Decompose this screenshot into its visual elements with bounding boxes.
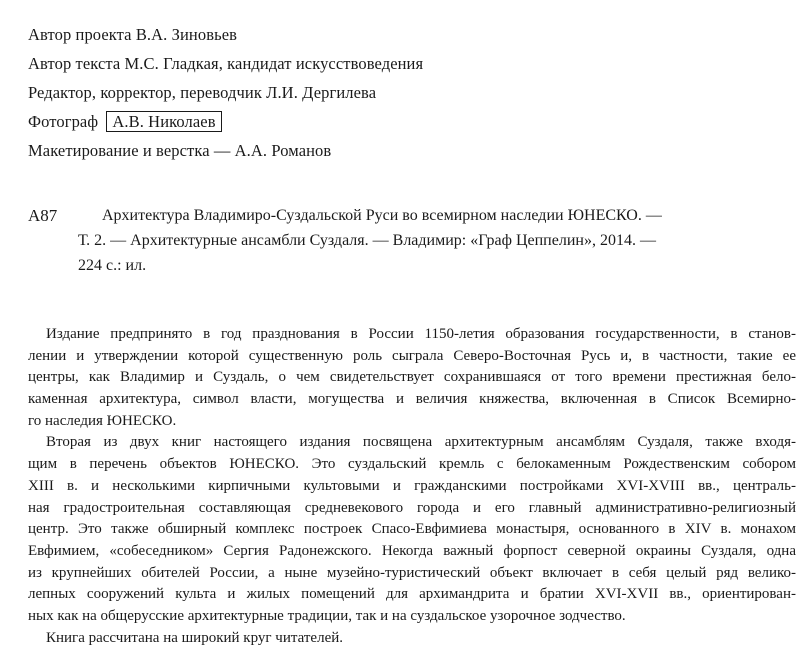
annotation-line: центры, как Владимир и Суздаль, о чем свидетельствует сохранившаяся от того времени престижная бело- bbox=[28, 369, 796, 386]
annotation-line: из крупнейших обителей России, а ныне музейно-туристический объект включает в себя целый ряд велико- bbox=[28, 564, 796, 581]
annotation-line: центр. Это также обширный комплекс построек Спасо-Евфимиева монастыря, основанного в XIV в. монахом bbox=[28, 521, 796, 538]
biblio-line: 224 с.: ил. bbox=[78, 257, 147, 274]
credits-block bbox=[28, 20, 788, 165]
annotation-text bbox=[28, 324, 796, 649]
annotation-line: щим в перечень объектов ЮНЕСКО. Это суздальский кремль с белокаменным Рождественским собором bbox=[28, 456, 796, 473]
credit-author-project: Автор проекта В.А. Зиновьев bbox=[28, 25, 238, 44]
annotation-line: Вторая из двух книг настоящего издания посвящена архитектурным ансамблям Суздаля, также входя- bbox=[46, 434, 796, 451]
credit-layout: Макетирование и верстка — А.А. Романов bbox=[28, 141, 332, 160]
annotation-line: Книга рассчитана на широкий круг читателей. bbox=[46, 629, 344, 646]
author-sign-code: А87 bbox=[28, 206, 58, 225]
bibliographic-description bbox=[78, 203, 778, 278]
photographer-label: Фотограф bbox=[28, 112, 99, 131]
annotation-line: ных как на общерусские архитектурные традиции, так и на суздальское узорочное зодчество. bbox=[28, 607, 626, 624]
photographer-name-box: А.В. Николаев bbox=[106, 111, 221, 132]
credit-editor: Редактор, корректор, переводчик Л.И. Дергилева bbox=[28, 83, 377, 102]
biblio-line: Архитектура Владимиро-Суздальской Руси во всемирном наследии ЮНЕСКО. — bbox=[102, 207, 662, 224]
annotation-line: го наследия ЮНЕСКО. bbox=[28, 412, 177, 429]
credit-author-text: Автор текста М.С. Гладкая, кандидат искусствоведения bbox=[28, 54, 424, 73]
credit-photographer bbox=[28, 107, 788, 136]
annotation-line: лепных сооружений культа и жилых помещений для архимандрита и братии XVI-XVII вв., ориентирован- bbox=[28, 586, 796, 603]
annotation-line: Издание предпринято в год празднования в России 1150-летия образования государственности, в станов- bbox=[46, 326, 796, 342]
annotation-line: ная градостроительная составляющая средневекового города и его главный административно-религиозный bbox=[28, 499, 796, 516]
annotation-line: XIII в. и несколькими кирпичными культовыми и гражданскими постройками XVI-XVIII вв., централь- bbox=[28, 477, 796, 494]
biblio-line: Т. 2. — Архитектурные ансамбли Суздаля. — Владимир: «Граф Цеппелин», 2014. — bbox=[78, 232, 656, 249]
annotation-line: каменная архитектура, символ власти, могущества и величия княжества, включенная в Список Всемирно- bbox=[28, 391, 796, 408]
annotation-line: Евфимием, «собеседником» Сергия Радонежского. Некогда важный форпост северной окраины Суздаля, одна bbox=[28, 542, 796, 559]
annotation-line: лении и утверждении которой существенную роль сыграла Северо-Восточная Русь и, в частности, такие ее bbox=[28, 347, 796, 364]
